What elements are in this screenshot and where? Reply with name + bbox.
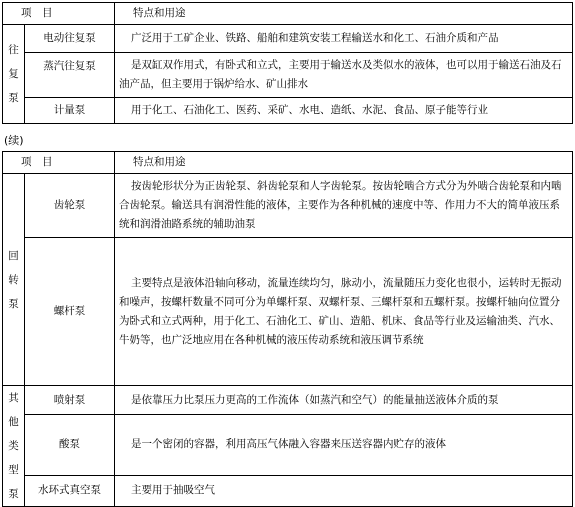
category-char: 泵 bbox=[8, 92, 19, 104]
header-desc: 特点和用途 bbox=[115, 152, 573, 174]
pump-desc: 按齿轮形状分为正齿轮泵、斜齿轮泵和人字齿轮泵。按齿轮啮合方式分为外啮合齿轮泵和内啮合齿轮泵。输送具有润滑性能的液体，主要作为各种机械的速度中等、作用力不大的简单液压系统和润滑油路系统的辅助油泵 bbox=[115, 174, 573, 238]
header-item: 项 目 bbox=[3, 3, 115, 25]
pump-name: 螺杆泵 bbox=[25, 238, 115, 386]
table-row bbox=[3, 53, 573, 98]
category-char: 回 bbox=[8, 249, 19, 262]
table-row bbox=[3, 98, 573, 124]
pump-desc: 是一个密闭的容器，利用高压气体融入容器来压送容器内贮存的液体 bbox=[115, 415, 573, 476]
category-cell bbox=[3, 174, 25, 386]
category-char: 型 bbox=[8, 464, 19, 476]
category-char: 往 bbox=[8, 44, 19, 56]
pump-name: 喷射泵 bbox=[25, 386, 115, 415]
category-char: 转 bbox=[8, 273, 19, 286]
category-char: 泵 bbox=[8, 488, 19, 500]
pump-desc: 广泛用于工矿企业、铁路、船舶和建筑安装工程输送水和化工、石油介质和产品 bbox=[115, 25, 573, 53]
pump-desc: 用于化工、石油化工、医药、采矿、水电、造纸、水泥、食品、原子能等行业 bbox=[115, 98, 573, 124]
continued-label: (续) bbox=[4, 134, 24, 147]
category-char: 其 bbox=[8, 392, 19, 404]
pump-name: 计量泵 bbox=[25, 98, 115, 124]
table-row bbox=[3, 386, 573, 415]
pump-name: 水环式真空泵 bbox=[25, 475, 115, 506]
table-row bbox=[3, 25, 573, 53]
table-header-row bbox=[3, 3, 573, 25]
pump-name: 蒸汽往复泵 bbox=[25, 53, 115, 98]
pump-desc: 主要用于抽吸空气 bbox=[115, 475, 573, 506]
table-row bbox=[3, 238, 573, 386]
header-desc: 特点和用途 bbox=[115, 3, 573, 25]
pump-desc: 是双缸双作用式，有卧式和立式，主要用于输送水及类似水的液体，也可以用于输送石油及石油产品，但主要用于锅炉给水、矿山排水 bbox=[115, 53, 573, 98]
table-row bbox=[3, 475, 573, 506]
pump-desc: 是依靠压力比泵压力更高的工作流体（如蒸汽和空气）的能量抽送液体介质的泵 bbox=[115, 386, 573, 415]
table-row bbox=[3, 415, 573, 476]
pump-name: 齿轮泵 bbox=[25, 174, 115, 238]
category-char: 他 bbox=[8, 416, 19, 428]
pump-table-2 bbox=[2, 151, 573, 507]
header-item: 项 目 bbox=[3, 152, 115, 174]
pump-table-1 bbox=[2, 2, 573, 124]
pump-name: 酸泵 bbox=[25, 415, 115, 476]
pump-desc: 主要特点是液体沿轴向移动，流量连续均匀，脉动小，流量随压力变化也很小，运转时无振动和噪声，按螺杆数量不同可分为单螺杆泵、双螺杆泵、三螺杆泵和五螺杆泵。按螺杆轴向位置分为卧式和立式两种，用于化工、石油化工、矿山、造船、机床、食品等行业及运输油类、汽水、牛奶等，也广泛地应用在各种机械的液压传动系统和液压调节系统 bbox=[115, 238, 573, 386]
category-cell bbox=[3, 386, 25, 507]
table-header-row bbox=[3, 152, 573, 174]
category-char: 泵 bbox=[8, 297, 19, 310]
category-char: 类 bbox=[8, 440, 19, 452]
table-row bbox=[3, 174, 573, 238]
pump-name: 电动往复泵 bbox=[25, 25, 115, 53]
category-char: 复 bbox=[8, 68, 19, 80]
category-cell bbox=[3, 25, 25, 124]
